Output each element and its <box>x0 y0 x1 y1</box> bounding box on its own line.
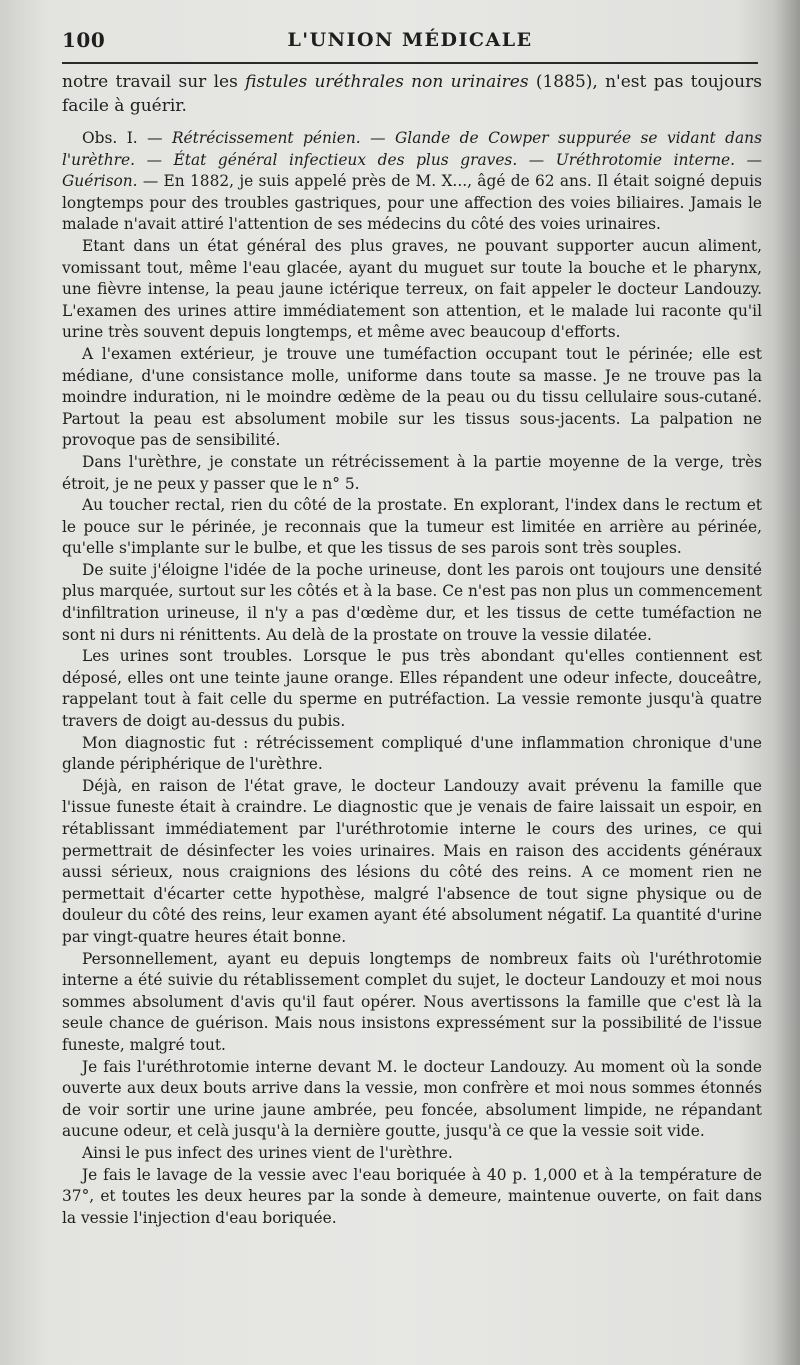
paragraph-operation: Je fais l'uréthrotomie interne devant M. le docteur Landouzy. Au moment où la sonde ouverte aux deux bouts arrive dans la vessie, mon confrère et moi nous sommes étonnés de voir sortir une urine jaune ambrée, peu foncée, absolument limpide, ne répandant aucune odeur, et celà jusqu'à la dernière goutte, jusqu'à ce que la vessie soit vide. <box>62 1057 762 1141</box>
paragraph-prognosis: Déjà, en raison de l'état grave, le docteur Landouzy avait prévenu la famille que l'issue funeste était à craindre. Le diagnostic que je venais de faire laissait un espoir, en rétablissant immédiatement par l'uréthrotomie interne le cours des urines, ce qui permettrait de désinfecter les voies urinaires. Mais en raison des accidents généraux aussi sérieux, nous craignions des lésions du côté des reins. A ce moment rien ne permettait d'écarter cette hypothèse, malgré l'absence de tout signe physique ou de douleur du côté des reins, leur examen ayant été absolument négatif. La quantité d'urine par vingt-quatre heures était bonne. <box>62 776 762 946</box>
paragraph-decision: Personnellement, ayant eu depuis longtemps de nombreux faits où l'uréthrotomie interne a été suivie du rétablissement complet du sujet, le docteur Landouzy et moi nous sommes absolument d'avis qu'il faut opérer. Nous avertissons la famille que c'est là la seule chance de guérison. Mais nous insistons expressément sur la possibilité de l'issue funeste, malgré tout. <box>62 949 762 1054</box>
observation-paragraph <box>62 128 762 236</box>
running-title: L'UNION MÉDICALE <box>287 29 533 51</box>
paragraph-urethra: Dans l'urèthre, je constate un rétrécissement à la partie moyenne de la verge, très étroit, je ne peux y passer que le n° 5. <box>62 452 762 493</box>
intro-suffix: (1885), n'est pas toujours facile à guérir. <box>62 72 762 116</box>
paragraph-rectal-exam: Au toucher rectal, rien du côté de la prostate. En explorant, l'index dans le rectum et le pouce sur le périnée, je reconnais que la tumeur est limitée en arrière au périnée, qu'elle s'implante sur le bulbe, et que les tissus de ses parois sont très souples. <box>62 496 762 558</box>
article-body <box>62 70 762 1229</box>
paragraph-general-state: Etant dans un état général des plus graves, ne pouvant supporter aucun aliment, vomissant tout, même l'eau glacée, ayant du muguet sur toute la bouche et le pharynx, une fièvre intense, la peau jaune ictérique terreux, on fait appeler le docteur Landouzy. L'examen des urines attire immédiatement son attention, et le malade lui raconte qu'il urine très souvent depuis longtemps, et même avec beaucoup d'efforts. <box>62 236 762 342</box>
observation-label: Obs. I. — <box>82 129 172 147</box>
intro-italic-title: fistules uréthrales non urinaires <box>245 72 529 92</box>
intro-prefix: notre travail sur les <box>62 72 246 92</box>
paragraph-diagnosis: Mon diagnostic fut : rétrécissement compliqué d'une inflammation chronique d'une glande périphérique de l'urèthre. <box>62 733 762 774</box>
observation-text: — En 1882, je suis appelé près de M. X..., âgé de 62 ans. Il était soigné depuis longtemps pour des troubles gastriques, pour une affection des voies biliaires. Jamais le malade n'avait attiré l'attention de ses médecins du côté des voies urinaires. <box>62 172 762 234</box>
page-header <box>62 18 758 64</box>
paragraph-conclusion: Ainsi le pus infect des urines vient de l'urèthre. <box>82 1143 453 1162</box>
paragraph-lavage: Je fais le lavage de la vessie avec l'eau boriquée à 40 p. 1,000 et à la température de 37°, et toutes les deux heures par la sonde à demeure, maintenue ouverte, on fait dans la vessie l'injection d'eau boriquée. <box>62 1165 762 1227</box>
observation-title: Rétrécissement pénien. — Glande de Cowper suppurée se vidant dans l'urèthre. — État général infectieux des plus graves. — Uréthrotomie interne. — Guérison. <box>62 129 762 191</box>
paragraph-urines: Les urines sont troubles. Lorsque le pus très abondant qu'elles contiennent est déposé, elles ont une teinte jaune orange. Elles répandent une odeur infecte, douceâtre, rappelant tout à fait celle du sperme en putréfaction. La vessie remonte jusqu'à quatre travers de doigt au-dessus du pubis. <box>62 647 762 731</box>
intro-paragraph <box>62 70 762 118</box>
page-number: 100 <box>62 28 106 52</box>
paragraph-external-exam: A l'examen extérieur, je trouve une tuméfaction occupant tout le périnée; elle est médiane, d'une consistance molle, uniforme dans toute sa masse. Je ne trouve pas la moindre induration, ni le moindre œdème de la peau ou du tissu cellulaire sous-cutané. Partout la peau est absolument mobile sur les tissus sous-jacents. La palpation ne provoque pas de sensibilité. <box>62 344 762 450</box>
paragraph-differential: De suite j'éloigne l'idée de la poche urineuse, dont les parois ont toujours une densité plus marquée, surtout sur les côtés et à la base. Ce n'est pas non plus un commencement d'infiltration urineuse, il n'y a pas d'œdème dur, et les tissus de cette tuméfaction ne sont ni durs ni rénittents. Au delà de la prostate on trouve la vessie dilatée. <box>62 560 762 644</box>
